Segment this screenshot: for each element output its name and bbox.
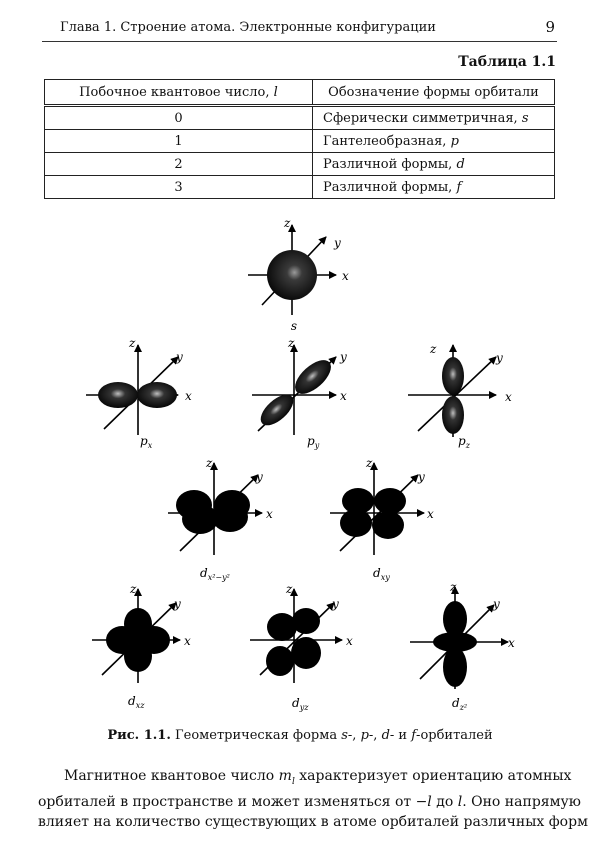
svg-text:x: x	[184, 634, 191, 648]
axis-label-x: x	[342, 269, 349, 283]
svg-text:z: z	[288, 336, 295, 350]
orbital-pz	[408, 342, 512, 450]
orbital-label: $d_{z^2}$	[452, 696, 468, 712]
axis-label-z: z	[284, 216, 291, 230]
body-line-1: Магнитное квантовое число $m_l$ характеризует ориентацию атомных	[64, 768, 572, 787]
svg-text:y: y	[176, 350, 183, 364]
svg-text:y: y	[332, 597, 339, 611]
body-paragraph	[38, 766, 588, 832]
cell-l-value: 0	[45, 106, 313, 130]
svg-text:x: x	[340, 389, 347, 403]
orbital-dyz	[250, 582, 353, 712]
cell-shape: Сферически симметричная, s	[313, 106, 555, 130]
column-header-l: Побочное квантовое число, l	[45, 80, 313, 106]
svg-text:y: y	[174, 597, 181, 611]
page-number: 9	[545, 18, 555, 36]
axis-label-y: y	[334, 236, 341, 250]
svg-text:x: x	[427, 507, 434, 521]
page-header	[42, 15, 557, 42]
cell-shape: Различной формы, d	[313, 153, 555, 176]
svg-text:x: x	[346, 634, 353, 648]
cell-l-value: 2	[45, 153, 313, 176]
table-row	[45, 130, 555, 153]
orbital-label: $p_x$	[140, 434, 153, 450]
orbital-label: s	[290, 319, 298, 333]
orbital-dxz	[92, 582, 191, 710]
orbital-label: $p_y$	[307, 434, 320, 450]
table-caption: Таблица 1.1	[458, 54, 556, 70]
orbital-label: $d_{xy}$	[373, 566, 390, 582]
cell-shape: Гантелеобразная, p	[313, 130, 555, 153]
table-row	[45, 153, 555, 176]
orbital-px	[86, 336, 192, 450]
svg-text:y: y	[418, 470, 425, 484]
svg-text:y: y	[493, 597, 500, 611]
orbital-dx2-y2	[168, 456, 273, 582]
table-row	[45, 176, 555, 199]
table-header-row	[45, 80, 555, 106]
orbital-shape-table	[44, 79, 555, 199]
svg-text:y: y	[340, 350, 347, 364]
svg-text:x: x	[505, 390, 512, 404]
svg-text:x: x	[508, 636, 515, 650]
svg-text:x: x	[185, 389, 192, 403]
svg-text:z: z	[130, 582, 137, 596]
cell-l-value: 1	[45, 130, 313, 153]
cell-l-value: 3	[45, 176, 313, 199]
body-line-3: влияет на количество существующих в атоме орбиталей различных форм	[38, 813, 588, 830]
svg-text:z: z	[366, 456, 373, 470]
cell-shape: Различной формы, f	[313, 176, 555, 199]
orbital-dz2	[410, 580, 515, 712]
svg-text:z: z	[129, 336, 136, 350]
table-row	[45, 106, 555, 130]
svg-text:x: x	[266, 507, 273, 521]
orbital-figure	[0, 205, 600, 725]
svg-text:z: z	[430, 342, 437, 356]
running-head: Глава 1. Строение атома. Электронные конфигурации	[60, 20, 436, 35]
orbital-dxy	[330, 456, 434, 582]
orbital-label: $p_z$	[458, 434, 470, 450]
svg-text:z: z	[206, 456, 213, 470]
orbital-label: $d_{xz}$	[128, 694, 145, 710]
orbital-label: $d_{yz}$	[292, 696, 309, 712]
svg-text:z: z	[450, 580, 457, 594]
svg-text:y: y	[496, 351, 503, 365]
figure-caption: Рис. 1.1. Геометрическая форма s-, p-, d- и f-орбиталей	[107, 728, 493, 743]
column-header-shape: Обозначение формы орбитали	[313, 80, 555, 106]
orbital-s	[248, 216, 349, 333]
svg-text:y: y	[256, 470, 263, 484]
body-line-2: орбиталей в пространстве и может изменяться от −l до l. Оно напрямую	[38, 793, 581, 810]
orbital-label: $d_{x^2-y^2}$	[200, 566, 230, 582]
svg-text:z: z	[286, 582, 293, 596]
orbital-py	[252, 336, 347, 450]
